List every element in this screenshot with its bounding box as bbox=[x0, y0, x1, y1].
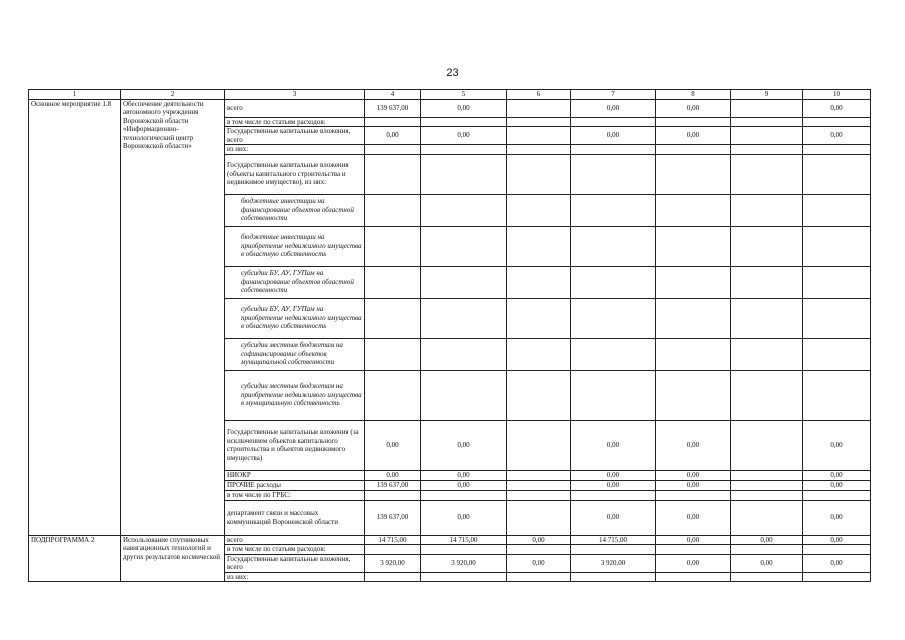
amount-cell: 0,00 bbox=[571, 127, 656, 145]
amount-cell: 0,00 bbox=[803, 127, 871, 145]
amount-cell bbox=[571, 154, 656, 194]
expense-label: в том числе по статьям расходов: bbox=[225, 545, 365, 555]
amount-cell: 0,00 bbox=[803, 480, 871, 490]
amount-cell bbox=[507, 154, 571, 194]
amount-cell bbox=[365, 298, 421, 338]
amount-cell bbox=[507, 298, 571, 338]
amount-cell bbox=[803, 545, 871, 555]
amount-cell bbox=[731, 490, 803, 500]
amount-cell bbox=[731, 145, 803, 155]
amount-cell bbox=[507, 500, 571, 535]
amount-cell: 0,00 bbox=[421, 480, 507, 490]
amount-cell: 0,00 bbox=[507, 535, 571, 545]
amount-cell bbox=[365, 572, 421, 582]
expense-label: бюджетные инвестиции на приобретение недвижимого имущества в областную собственность bbox=[225, 226, 365, 266]
amount-cell: 0,00 bbox=[571, 99, 656, 117]
amount-cell bbox=[803, 266, 871, 298]
amount-cell: 0,00 bbox=[656, 127, 731, 145]
amount-cell bbox=[731, 480, 803, 490]
amount-cell: 0,00 bbox=[571, 420, 656, 470]
amount-cell bbox=[731, 266, 803, 298]
expense-label: субсидии БУ, АУ, ГУПам на приобретение недвижимого имущества в областную собственность bbox=[225, 298, 365, 338]
amount-cell bbox=[731, 99, 803, 117]
amount-cell: 139 637,00 bbox=[365, 480, 421, 490]
amount-cell bbox=[731, 194, 803, 226]
amount-cell bbox=[803, 117, 871, 127]
table-row bbox=[29, 535, 871, 545]
amount-cell: 14 715,00 bbox=[365, 535, 421, 545]
expense-label: Государственные капитальные вложения, всего bbox=[225, 127, 365, 145]
amount-cell bbox=[507, 266, 571, 298]
amount-cell bbox=[421, 490, 507, 500]
amount-cell bbox=[571, 338, 656, 370]
amount-cell bbox=[731, 545, 803, 555]
amount-cell: 0,00 bbox=[731, 535, 803, 545]
amount-cell bbox=[507, 572, 571, 582]
column-number: 7 bbox=[571, 90, 656, 100]
amount-cell bbox=[421, 298, 507, 338]
amount-cell bbox=[731, 338, 803, 370]
amount-cell bbox=[656, 338, 731, 370]
amount-cell: 0,00 bbox=[421, 127, 507, 145]
amount-cell: 0,00 bbox=[656, 470, 731, 480]
column-number: 4 bbox=[365, 90, 421, 100]
table-row bbox=[29, 99, 871, 117]
expense-label: в том числе по ГРБС: bbox=[225, 490, 365, 500]
amount-cell bbox=[507, 490, 571, 500]
amount-cell bbox=[421, 545, 507, 555]
activity-description: Использование спутниковых навигационных технологий и других результатов космической bbox=[121, 535, 225, 582]
amount-cell: 0,00 bbox=[421, 420, 507, 470]
amount-cell bbox=[731, 226, 803, 266]
amount-cell bbox=[731, 117, 803, 127]
amount-cell bbox=[507, 99, 571, 117]
amount-cell bbox=[803, 338, 871, 370]
amount-cell bbox=[656, 266, 731, 298]
activity-description: Обеспечение деятельности автономного учреждения Воронежской области «Информационно-технологический центр Воронежской области» bbox=[121, 99, 225, 535]
header-row bbox=[29, 90, 871, 100]
expense-label: всего bbox=[225, 535, 365, 545]
amount-cell bbox=[507, 226, 571, 266]
amount-cell bbox=[571, 545, 656, 555]
amount-cell bbox=[656, 572, 731, 582]
amount-cell bbox=[571, 490, 656, 500]
amount-cell: 139 637,00 bbox=[365, 99, 421, 117]
amount-cell bbox=[803, 145, 871, 155]
amount-cell bbox=[731, 370, 803, 420]
amount-cell bbox=[571, 266, 656, 298]
amount-cell: 0,00 bbox=[365, 420, 421, 470]
amount-cell bbox=[507, 370, 571, 420]
expense-label: департамент связи и массовых коммуникаций Воронежской области bbox=[225, 500, 365, 535]
expense-label: из них: bbox=[225, 145, 365, 155]
amount-cell bbox=[365, 370, 421, 420]
expense-label: субсидии местным бюджетам на софинансирование объектов муниципальной собственности bbox=[225, 338, 365, 370]
amount-cell bbox=[571, 572, 656, 582]
amount-cell: 14 715,00 bbox=[571, 535, 656, 545]
amount-cell bbox=[803, 194, 871, 226]
amount-cell: 0,00 bbox=[731, 554, 803, 572]
amount-cell: 0,00 bbox=[803, 500, 871, 535]
column-number: 3 bbox=[225, 90, 365, 100]
amount-cell: 0,00 bbox=[656, 420, 731, 470]
amount-cell: 0,00 bbox=[365, 127, 421, 145]
amount-cell bbox=[365, 117, 421, 127]
amount-cell bbox=[571, 145, 656, 155]
amount-cell bbox=[656, 490, 731, 500]
amount-cell bbox=[731, 420, 803, 470]
amount-cell bbox=[507, 145, 571, 155]
amount-cell bbox=[731, 470, 803, 480]
column-number: 1 bbox=[29, 90, 121, 100]
amount-cell bbox=[507, 420, 571, 470]
expense-label: Государственные капитальные вложения (за исключением объектов капитального строительства и объектов недвижимого имущества) bbox=[225, 420, 365, 470]
amount-cell bbox=[507, 338, 571, 370]
amount-cell bbox=[571, 194, 656, 226]
amount-cell bbox=[365, 194, 421, 226]
amount-cell bbox=[731, 127, 803, 145]
amount-cell bbox=[656, 545, 731, 555]
column-number: 5 bbox=[421, 90, 507, 100]
amount-cell bbox=[803, 154, 871, 194]
amount-cell: 0,00 bbox=[803, 554, 871, 572]
amount-cell bbox=[731, 500, 803, 535]
amount-cell: 0,00 bbox=[571, 470, 656, 480]
column-number: 10 bbox=[803, 90, 871, 100]
activity-name: ПОДПРОГРАММА 2 bbox=[29, 535, 121, 582]
amount-cell: 0,00 bbox=[656, 535, 731, 545]
amount-cell bbox=[731, 298, 803, 338]
amount-cell: 14 715,00 bbox=[421, 535, 507, 545]
amount-cell: 0,00 bbox=[803, 535, 871, 545]
amount-cell bbox=[803, 226, 871, 266]
amount-cell: 0,00 bbox=[421, 99, 507, 117]
amount-cell bbox=[507, 127, 571, 145]
amount-cell bbox=[656, 226, 731, 266]
column-number: 2 bbox=[121, 90, 225, 100]
amount-cell bbox=[421, 266, 507, 298]
amount-cell bbox=[507, 470, 571, 480]
amount-cell: 0,00 bbox=[365, 470, 421, 480]
amount-cell bbox=[365, 545, 421, 555]
amount-cell bbox=[571, 298, 656, 338]
amount-cell bbox=[731, 572, 803, 582]
amount-cell: 3 920,00 bbox=[421, 554, 507, 572]
expense-label: субсидии БУ, АУ, ГУПам на финансирование объектов областной собственности bbox=[225, 266, 365, 298]
expense-label: Государственные капитальные вложения (объекты капитального строительства и недвижимое имущество), из них: bbox=[225, 154, 365, 194]
amount-cell: 0,00 bbox=[656, 480, 731, 490]
amount-cell bbox=[421, 117, 507, 127]
column-number: 6 bbox=[507, 90, 571, 100]
amount-cell: 0,00 bbox=[803, 420, 871, 470]
amount-cell: 0,00 bbox=[421, 470, 507, 480]
amount-cell: 139 637,00 bbox=[365, 500, 421, 535]
amount-cell bbox=[421, 154, 507, 194]
page-number: 23 bbox=[446, 67, 459, 79]
amount-cell bbox=[656, 154, 731, 194]
amount-cell: 0,00 bbox=[656, 99, 731, 117]
column-number: 9 bbox=[731, 90, 803, 100]
expense-label: Государственные капитальные вложения, всего bbox=[225, 554, 365, 572]
amount-cell bbox=[731, 154, 803, 194]
amount-cell bbox=[656, 298, 731, 338]
expense-label: ПРОЧИЕ расходы bbox=[225, 480, 365, 490]
amount-cell bbox=[507, 117, 571, 127]
amount-cell bbox=[365, 490, 421, 500]
amount-cell: 0,00 bbox=[656, 554, 731, 572]
amount-cell bbox=[656, 117, 731, 127]
amount-cell bbox=[365, 154, 421, 194]
amount-cell: 0,00 bbox=[656, 500, 731, 535]
amount-cell bbox=[803, 490, 871, 500]
amount-cell: 0,00 bbox=[803, 470, 871, 480]
amount-cell bbox=[803, 370, 871, 420]
amount-cell: 3 920,00 bbox=[571, 554, 656, 572]
expense-label: в том числе по статьям расходов: bbox=[225, 117, 365, 127]
activity-name: Основное мероприятие 1.8 bbox=[29, 99, 121, 535]
amount-cell bbox=[365, 338, 421, 370]
amount-cell bbox=[421, 145, 507, 155]
amount-cell bbox=[656, 145, 731, 155]
amount-cell bbox=[421, 194, 507, 226]
amount-cell bbox=[571, 370, 656, 420]
amount-cell: 0,00 bbox=[571, 480, 656, 490]
amount-cell: 0,00 bbox=[571, 500, 656, 535]
amount-cell: 3 920,00 bbox=[365, 554, 421, 572]
amount-cell bbox=[421, 226, 507, 266]
expense-label: бюджетные инвестиции на финансирование объектов областной собственности bbox=[225, 194, 365, 226]
amount-cell bbox=[571, 117, 656, 127]
amount-cell bbox=[507, 194, 571, 226]
amount-cell bbox=[571, 226, 656, 266]
amount-cell bbox=[421, 338, 507, 370]
expense-label: из них: bbox=[225, 572, 365, 582]
expense-label: НИОКР bbox=[225, 470, 365, 480]
amount-cell bbox=[803, 298, 871, 338]
amount-cell bbox=[803, 572, 871, 582]
amount-cell: 0,00 bbox=[507, 554, 571, 572]
amount-cell bbox=[365, 145, 421, 155]
amount-cell bbox=[656, 370, 731, 420]
budget-table bbox=[28, 89, 871, 582]
amount-cell bbox=[507, 545, 571, 555]
amount-cell bbox=[421, 370, 507, 420]
amount-cell bbox=[365, 226, 421, 266]
amount-cell bbox=[656, 194, 731, 226]
expense-label: всего bbox=[225, 99, 365, 117]
amount-cell: 0,00 bbox=[803, 99, 871, 117]
amount-cell bbox=[507, 480, 571, 490]
amount-cell bbox=[365, 266, 421, 298]
amount-cell bbox=[421, 572, 507, 582]
amount-cell: 0,00 bbox=[421, 500, 507, 535]
expense-label: субсидии местным бюджетам на приобретение недвижимого имущества в муниципальную собственность bbox=[225, 370, 365, 420]
column-number: 8 bbox=[656, 90, 731, 100]
